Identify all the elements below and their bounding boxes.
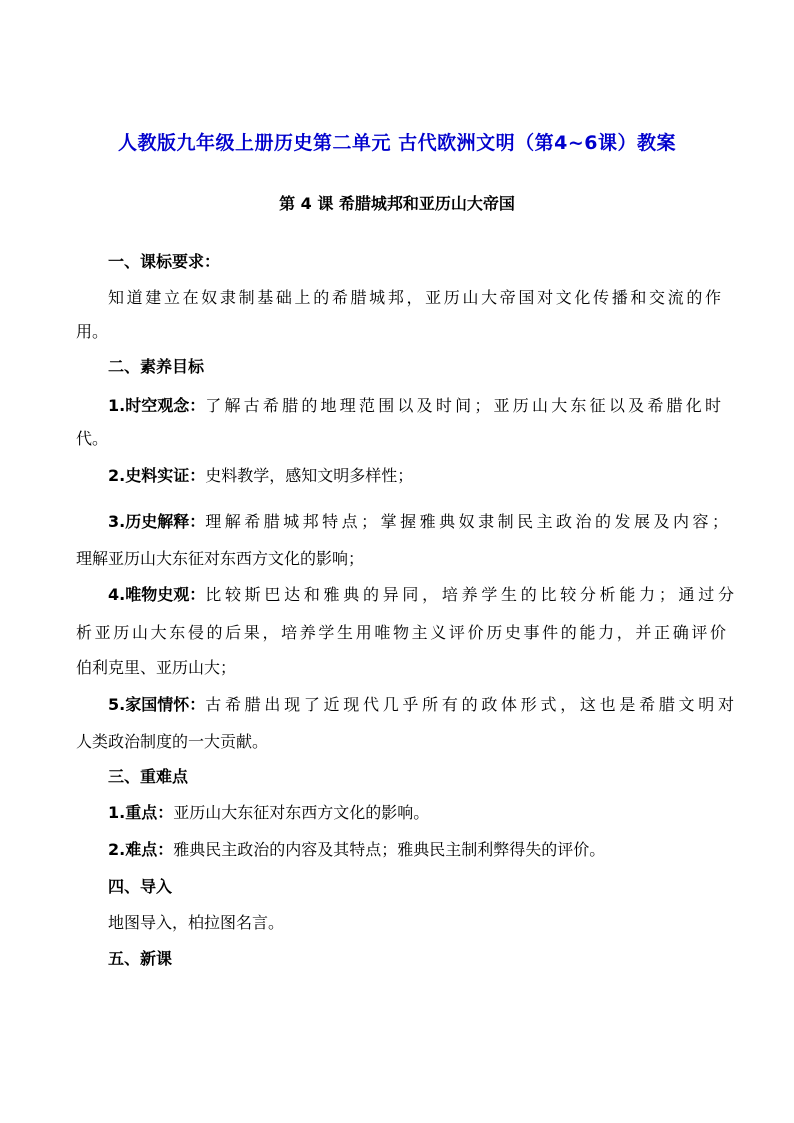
- goal-3-line2: 理解亚历山大东征对东西方文化的影响；: [76, 549, 365, 568]
- document-title: 人教版九年级上册历史第二单元 古代欧洲文明（第4~6课）教案: [118, 132, 676, 154]
- curriculum-text-line1: 知道建立在奴隶制基础上的希腊城邦，亚历山大帝国对文化传播和交流的作: [108, 288, 721, 307]
- goal-4-line1: [108, 584, 734, 606]
- goal-1-label: 1.时空观念：: [108, 396, 206, 415]
- goal-2-line1: [108, 465, 413, 487]
- key-point-text: 亚历山大东征对东西方文化的影响。: [173, 803, 430, 822]
- difficult-point-text: 雅典民主政治的内容及其特点；雅典民主制利弊得失的评价。: [173, 840, 606, 859]
- difficult-point-label: 2.难点：: [108, 840, 174, 859]
- difficult-point: [108, 839, 605, 861]
- introduction-text: 地图导入，柏拉图名言。: [108, 913, 285, 932]
- goal-5-text: 古希腊出现了近现代几乎所有的政体形式，这也是希腊文明对: [205, 695, 734, 714]
- goal-4-line3: 伯利克里、亚历山大；: [76, 658, 237, 677]
- goal-4-text: 比较斯巴达和雅典的异同，培养学生的比较分析能力；通过分: [205, 585, 734, 604]
- goal-1-line2: 代。: [76, 429, 109, 448]
- section-heading-introduction: 四、导入: [108, 877, 173, 896]
- key-point: [108, 802, 429, 824]
- goal-2-label: 2.史料实证：: [108, 466, 206, 485]
- goal-5-label: 5.家国情怀：: [108, 695, 206, 714]
- lesson-title: 第 4 课 希腊城邦和亚历山大帝国: [279, 194, 515, 213]
- curriculum-text-line2: 用。: [76, 322, 109, 341]
- section-heading-goals: 二、素养目标: [108, 357, 205, 376]
- goal-3-line1: [108, 511, 728, 533]
- section-heading-key-points: 三、重难点: [108, 767, 189, 786]
- goal-4-line2: 析亚历山大东侵的后果，培养学生用唯物主义评价历史事件的能力，并正确评价: [76, 623, 726, 642]
- goal-2-text: 史料教学，感知文明多样性；: [205, 466, 414, 485]
- section-heading-new-lesson: 五、新课: [108, 949, 173, 968]
- key-point-label: 1.重点：: [108, 803, 174, 822]
- section-heading-curriculum: 一、课标要求：: [108, 252, 221, 271]
- goal-5-line1: [108, 694, 734, 716]
- goal-3-text: 理解希腊城邦特点；掌握雅典奴隶制民主政治的发展及内容；: [205, 512, 728, 531]
- goal-3-label: 3.历史解释：: [108, 512, 206, 531]
- goal-1-line1: [108, 395, 721, 417]
- goal-1-text: 了解古希腊的地理范围以及时间；亚历山大东征以及希腊化时: [205, 396, 721, 415]
- goal-5-line2: 人类政治制度的一大贡献。: [76, 732, 269, 751]
- goal-4-label: 4.唯物史观：: [108, 585, 206, 604]
